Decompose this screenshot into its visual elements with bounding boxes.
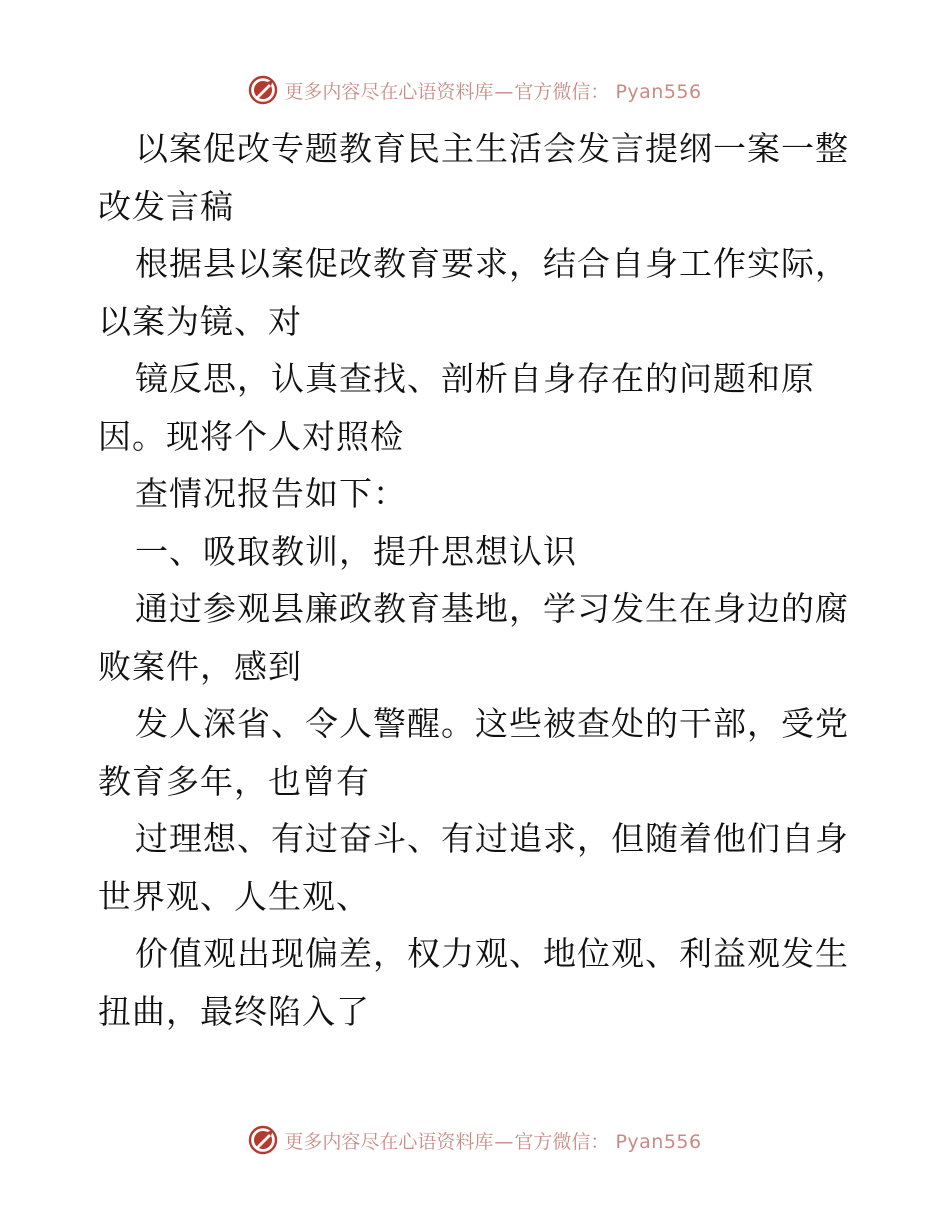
watermark-site-text: 更多内容尽在心语资料库 [284,1130,494,1153]
quill-pen-logo-icon [248,75,278,105]
footer-watermark [0,1120,950,1160]
section-heading: 一、吸取教训，提升思想认识 [135,531,577,571]
document-title: 以案促改专题教育民主生活会发言提纲一案一整改发言稿 [98,129,849,226]
paragraph-text: 发人深省、令人警醒。这些被查处的干部，受党教育多年，也曾有 [98,704,849,801]
paragraph-text: 查情况报告如下： [135,474,407,513]
watermark-separator: — [494,1130,514,1153]
paragraph-text: 通过参观县廉政教育基地，学习发生在身边的腐败案件，感到 [98,589,849,686]
watermark-wechat-id: Pyan556 [615,80,702,103]
watermark-colon: ： [590,1130,610,1153]
paragraph-text: 价值观出现偏差，权力观、地位观、利益观发生扭曲，最终陷入了 [98,934,849,1031]
watermark-wechat-id: Pyan556 [615,1130,702,1153]
paragraph-text: 根据县以案促改教育要求，结合自身工作实际，以案为镜、对 [98,244,849,341]
watermark-wechat-label: 官方微信 [514,1130,591,1153]
watermark-colon: ： [590,80,610,103]
header-watermark [0,70,950,110]
quill-pen-logo-icon [248,1125,278,1155]
paragraph-text: 过理想、有过奋斗、有过追求，但随着他们自身世界观、人生观、 [98,819,849,916]
watermark-separator: — [494,80,514,103]
watermark-site-text: 更多内容尽在心语资料库 [284,80,494,103]
document-body [98,120,858,1040]
paragraph-text: 镜反思，认真查找、剖析自身存在的问题和原因。现将个人对照检 [98,359,815,456]
watermark-wechat-label: 官方微信 [514,80,591,103]
